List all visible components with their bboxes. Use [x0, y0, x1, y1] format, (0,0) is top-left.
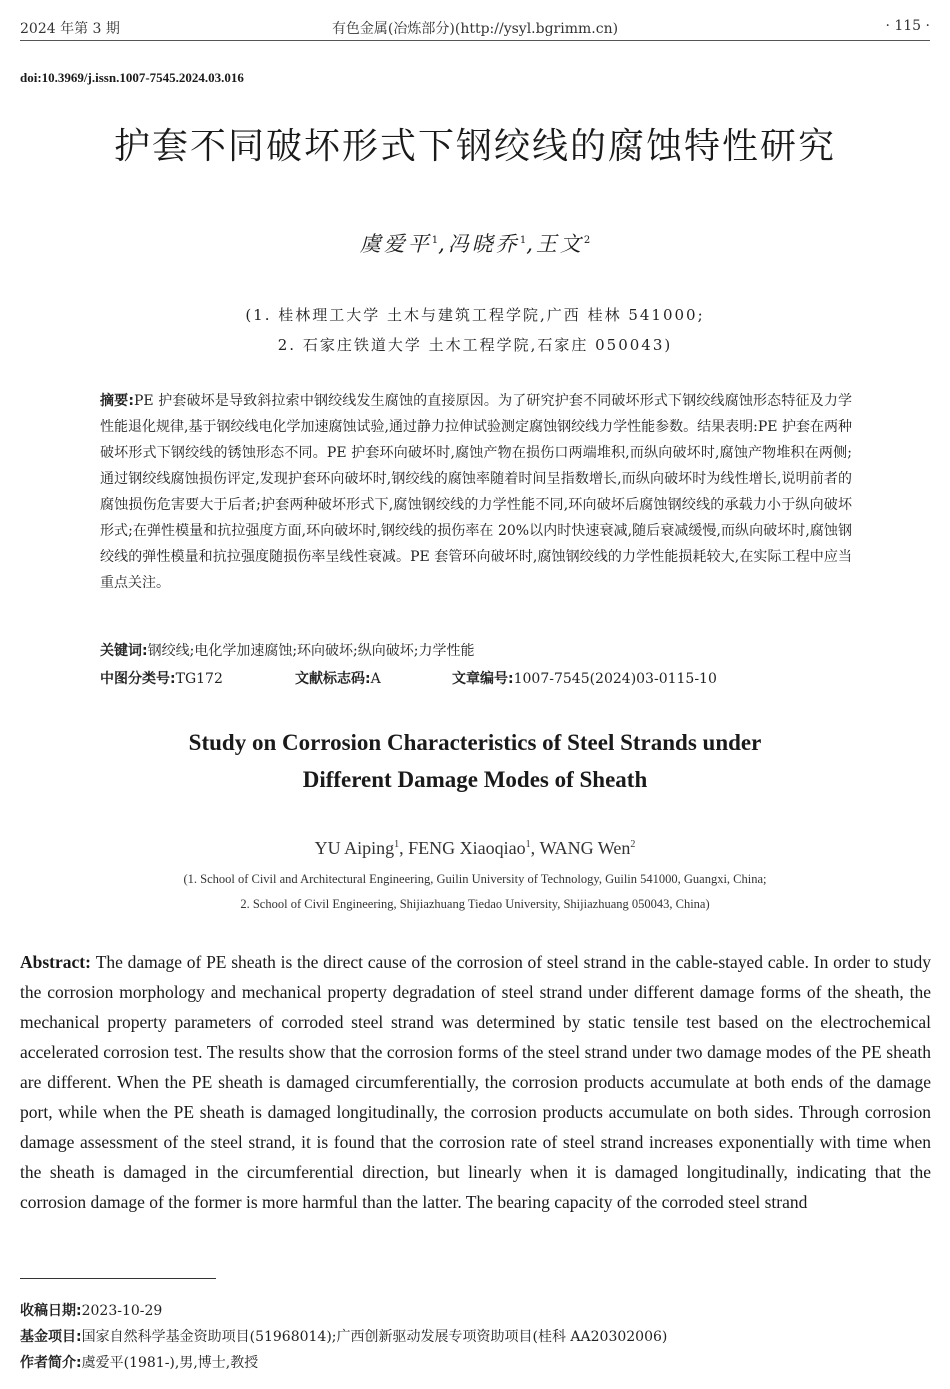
keywords-text: 钢绞线;电化学加速腐蚀;环向破坏;纵向破坏;力学性能 [147, 643, 475, 659]
abstract-cn-text: PE 护套破坏是导致斜拉索中钢绞线发生腐蚀的直接原因。为了研究护套不同破坏形式下钢绞线腐蚀形态特征及力学性能退化规律,基于钢绞线电化学加速腐蚀试验,通过静力拉伸试验测定腐蚀钢绞线力学性能参数。结果表明:PE 护套在两种破坏形式下钢绞线的锈蚀形态不同。PE 护套环向破坏时,腐蚀产物在损伤口两端堆积,而纵向破坏时,腐蚀产物堆积在两侧;通过钢绞线腐蚀损伤评定,发现护套环向破坏时,钢绞线的腐蚀率随着时间呈指数增长,而纵向破坏时为线性增长,说明前者的腐蚀损伤危害要大于后者;护套两种破坏形式下,腐蚀钢绞线的力学性能不同,环向破坏后腐蚀钢绞线的承载力小于纵向破坏形式;在弹性模量和抗拉强度方面,环向破坏时,钢绞线的损伤率在 20%以内时快速衰减,随后衰减缓慢,而纵向破坏时,腐蚀钢绞线的弹性模量和抗拉强度随损伤率呈线性衰减。PE 套管环向破坏时,腐蚀钢绞线的力学性能损耗较大,在实际工程中应当重点关注。 [100, 393, 852, 591]
footnotes [20, 1298, 930, 1376]
author-name: WANG Wen [539, 838, 631, 858]
document-code: 文献标志码:A [295, 671, 381, 687]
affiliations-cn [0, 300, 950, 360]
author-aff: 2 [583, 235, 591, 246]
classification-row [100, 668, 852, 690]
affiliation-line: (1. 桂林理工大学 土木与建筑工程学院,广西 桂林 541000; [245, 306, 705, 324]
author-name: YU Aiping [314, 838, 395, 858]
clc-code: 中图分类号:TG172 [100, 671, 223, 687]
author-name: 冯晓乔 [447, 232, 520, 256]
title-en-line: Different Damage Modes of Sheath [302, 767, 648, 792]
abstract-en-text: The damage of PE sheath is the direct cause of the corrosion of steel strand in the cable-stayed cable. In order to study the corrosion morphology and mechanical property degradation of steel strand under different damage forms of the sheath, the mechanical property parameters of corroded steel strand was determined by static tensile test based on the electrochemical accelerated corrosion test. The results show that the corrosion forms of the steel strand under two damage modes of the PE sheath are different. When the PE sheath is damaged circumferentially, the corrosion products accumulate at both ends of the damage port, while when the PE sheath is damaged longitudinally, the corrosion products accumulate on both sides. Through corrosion damage assessment of the steel strand, it is found that the corrosion rate of steel strand increases exponentially with time when the sheath is damaged in the circumferential direction, but linearly when it is damaged longitudinally, indicating that the corrosion damage of the former is more harmful than the latter. The bearing capacity of the corroded steel strand [20, 952, 931, 1212]
authors-en: YU Aiping$^1$, FENG Xiaoqiao$^1$, WANG Wen$^2$ [314, 838, 636, 858]
author-aff: 1 [431, 235, 439, 246]
affiliations-en [0, 867, 950, 917]
author-aff: 1 [525, 839, 531, 850]
footnote-author: 作者简介:虞爱平(1981-),男,博士,教授 [20, 1355, 259, 1371]
title-en-line: Study on Corrosion Characteristics of Steel Strands under [188, 730, 762, 755]
title-cn: 护套不同破坏形式下钢绞线的腐蚀特性研究 [113, 126, 836, 167]
footnote-received: 收稿日期:2023-10-29 [20, 1303, 163, 1319]
affiliation-line: (1. School of Civil and Architectural Engineering, Guilin University of Technology, Guilin 541000, Guangxi, China; [183, 872, 767, 886]
title-en [0, 724, 950, 798]
keywords-label: 关键词: [100, 643, 148, 659]
abstract-en-label: Abstract: [20, 952, 91, 972]
author-name: 王文 [535, 232, 584, 256]
page-number: · 115 · [885, 18, 930, 34]
author-name: FENG Xiaoqiao [408, 838, 526, 858]
affiliation-line: 2. School of Civil Engineering, Shijiazhuang Tiedao University, Shijiazhuang 050043, China) [240, 897, 710, 911]
running-header [20, 18, 930, 41]
author-aff: 2 [630, 839, 636, 850]
issue-label: 2024 年第 3 期 [20, 21, 120, 37]
footnote-fund: 基金项目:国家自然科学基金资助项目(51968014);广西创新驱动发展专项资助项目(桂科 AA20302006) [20, 1329, 668, 1345]
doi: doi:10.3969/j.issn.1007-7545.2024.03.016 [20, 70, 244, 85]
authors-cn: 虞爱平$^1$,冯晓乔$^1$,王文$^2$ [359, 232, 591, 256]
article-number: 文章编号:1007-7545(2024)03-0115-10 [452, 671, 717, 687]
abstract-cn [100, 388, 852, 596]
footnote-divider [20, 1278, 216, 1279]
abstract-cn-label: 摘要: [100, 393, 134, 409]
affiliation-line: 2. 石家庄铁道大学 土木工程学院,石家庄 050043) [277, 336, 673, 354]
abstract-en [20, 947, 931, 1277]
author-aff: 1 [394, 839, 400, 850]
journal-name: 有色金属(冶炼部分)(http://ysyl.bgrimm.cn) [331, 21, 619, 37]
keywords-cn [100, 640, 474, 660]
author-name: 虞爱平 [359, 232, 432, 256]
author-aff: 1 [519, 235, 527, 246]
